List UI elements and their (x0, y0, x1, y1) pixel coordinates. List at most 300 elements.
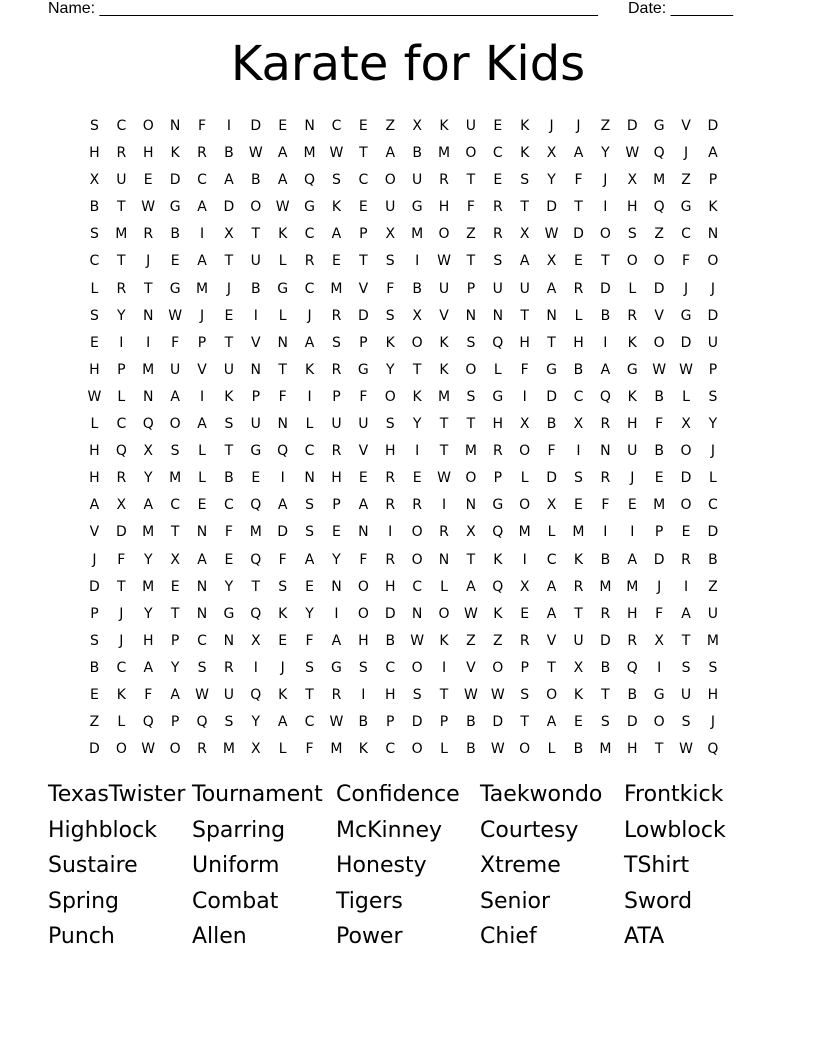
grid-letter: U (250, 416, 261, 433)
grid-letter: Q (250, 686, 262, 703)
grid-letter: V (546, 632, 557, 649)
grid-letter: O (465, 145, 477, 162)
grid-letter: L (574, 307, 583, 324)
grid-letter: Q (653, 199, 665, 216)
grid-letter: Q (599, 388, 611, 405)
grid-letter: A (143, 497, 154, 514)
grid-letter: K (331, 199, 342, 216)
word-bank-item: Honesty (336, 853, 427, 878)
grid-letter: T (359, 253, 368, 270)
grid-letter: Y (385, 361, 395, 378)
grid-letter: U (627, 443, 638, 460)
grid-letter: U (385, 199, 396, 216)
grid-letter: F (197, 118, 207, 134)
grid-letter: K (627, 388, 637, 405)
grid-letter: W (87, 388, 102, 405)
grid-letter: F (520, 361, 529, 378)
grid-letter: Q (492, 524, 504, 541)
grid-letter: B (224, 470, 234, 487)
grid-letter: B (546, 416, 557, 433)
grid-letter: X (89, 172, 100, 189)
grid-letter: Q (250, 497, 262, 514)
word-search-grid (81, 113, 726, 763)
grid-letter: T (466, 253, 476, 270)
grid-letter: T (412, 361, 422, 378)
grid-letter: E (520, 605, 530, 622)
grid-letter: K (439, 334, 449, 351)
grid-letter: Y (547, 172, 556, 189)
grid-letter: J (710, 443, 715, 460)
grid-letter: R (385, 470, 396, 487)
grid-letter: R (439, 172, 449, 189)
grid-letter: J (307, 307, 312, 324)
grid-letter: P (332, 497, 341, 514)
grid-letter: E (574, 253, 583, 270)
grid-letter: F (278, 551, 287, 568)
grid-letter: V (439, 307, 449, 324)
grid-letter: A (681, 605, 691, 622)
grid-letter: L (628, 280, 637, 297)
grid-letter: N (331, 578, 342, 595)
grid-letter: M (653, 172, 666, 189)
grid-letter: V (197, 361, 207, 378)
grid-letter: T (251, 578, 261, 595)
grid-letter: B (385, 632, 396, 649)
grid-letter: A (89, 497, 100, 514)
grid-letter: N (358, 524, 369, 541)
grid-letter: V (251, 334, 261, 351)
grid-letter: C (492, 145, 503, 162)
grid-letter: D (115, 524, 127, 541)
grid-letter: D (89, 741, 100, 758)
grid-letter: M (115, 226, 128, 243)
grid-letter: B (224, 145, 234, 162)
grid-letter: Q (142, 416, 154, 433)
grid-letter: N (707, 226, 719, 243)
grid-letter: V (654, 307, 664, 324)
grid-letter: R (116, 280, 127, 297)
grid-letter: U (465, 118, 477, 134)
grid-letter: E (197, 497, 207, 514)
grid-letter: W (141, 741, 156, 758)
grid-letter: A (224, 172, 234, 189)
grid-letter: X (519, 226, 530, 243)
grid-letter: F (305, 741, 314, 758)
grid-letter: T (574, 605, 583, 622)
grid-letter: B (600, 659, 611, 676)
grid-letter: X (170, 551, 180, 568)
grid-letter: W (490, 741, 505, 758)
grid-letter: N (196, 578, 208, 595)
grid-letter: O (250, 199, 262, 216)
grid-letter: T (520, 307, 529, 324)
grid-letter: C (224, 497, 234, 514)
grid-letter: A (546, 280, 557, 297)
grid-letter: J (630, 470, 635, 487)
grid-letter: J (92, 551, 97, 568)
grid-letter: H (384, 578, 396, 595)
grid-letter: A (197, 416, 207, 433)
grid-letter: N (411, 605, 423, 622)
grid-letter: B (600, 307, 611, 324)
grid-letter: D (599, 632, 611, 649)
grid-letter: E (305, 578, 314, 595)
grid-letter: X (546, 497, 557, 514)
grid-letter: H (626, 416, 638, 433)
word-bank-item: Senior (480, 888, 551, 914)
grid-letter: Y (412, 416, 422, 433)
grid-letter: K (493, 605, 503, 622)
grid-letter: C (116, 416, 127, 433)
grid-letter: M (518, 524, 531, 541)
grid-letter: O (438, 605, 450, 622)
grid-letter: O (626, 253, 638, 270)
grid-letter: R (600, 605, 611, 622)
grid-letter: J (199, 307, 205, 324)
grid-letter: E (170, 253, 180, 270)
grid-letter: S (197, 659, 207, 676)
grid-letter: S (224, 714, 234, 731)
grid-letter: G (411, 199, 423, 216)
grid-letter: Z (89, 714, 100, 731)
grid-letter: E (358, 118, 368, 134)
grid-letter: S (493, 253, 503, 270)
grid-letter: O (492, 659, 504, 676)
grid-letter: K (224, 388, 234, 405)
grid-letter: Q (250, 551, 262, 568)
grid-letter: O (519, 741, 531, 758)
grid-letter: H (358, 632, 369, 649)
grid-letter: D (653, 280, 665, 297)
grid-letter: O (707, 253, 719, 270)
grid-letter: A (600, 361, 611, 378)
grid-letter: X (250, 741, 261, 758)
grid-letter: F (171, 334, 180, 351)
grid-letter: U (438, 280, 450, 297)
grid-letter: X (546, 145, 557, 162)
grid-letter: G (223, 605, 235, 622)
grid-letter: I (603, 524, 608, 541)
grid-letter: Q (707, 741, 719, 758)
grid-letter: I (226, 118, 231, 134)
grid-letter: C (197, 632, 207, 649)
grid-letter: R (304, 253, 315, 270)
grid-letter: M (464, 443, 477, 460)
grid-letter: S (358, 659, 368, 676)
grid-letter: I (441, 497, 447, 514)
grid-letter: E (332, 253, 341, 270)
grid-letter: Y (251, 714, 261, 731)
grid-letter: R (331, 686, 342, 703)
grid-letter: E (574, 497, 583, 514)
grid-letter: V (89, 524, 100, 541)
grid-letter: P (439, 714, 449, 731)
grid-letter: P (708, 172, 718, 189)
word-bank-item: Power (336, 924, 403, 949)
grid-letter: U (331, 416, 342, 433)
grid-letter: P (466, 280, 476, 297)
grid-letter: G (277, 280, 289, 297)
grid-letter: R (492, 443, 503, 460)
grid-letter: J (710, 280, 715, 297)
grid-letter: K (278, 605, 288, 622)
grid-letter: R (627, 632, 638, 649)
grid-letter: I (199, 388, 205, 405)
grid-letter: M (599, 741, 612, 758)
grid-letter: N (277, 416, 288, 433)
grid-letter: D (169, 172, 181, 189)
grid-letter: K (439, 118, 449, 134)
grid-letter: N (196, 605, 208, 622)
grid-letter: M (706, 632, 719, 649)
grid-letter: R (627, 307, 638, 324)
grid-letter: R (197, 741, 207, 758)
grid-letter: C (412, 578, 423, 595)
grid-letter: X (412, 118, 422, 134)
grid-letter: A (143, 659, 154, 676)
grid-letter: C (681, 226, 691, 243)
grid-letter: P (170, 714, 180, 731)
grid-letter: J (146, 253, 151, 270)
grid-letter: T (547, 334, 556, 351)
grid-letter: F (278, 388, 287, 405)
grid-letter: M (330, 741, 343, 758)
grid-letter: W (625, 145, 640, 162)
grid-letter: E (278, 632, 288, 649)
grid-letter: R (600, 416, 611, 433)
grid-letter: M (169, 470, 182, 487)
word-bank-item: Courtesy (480, 817, 579, 843)
grid-letter: U (169, 361, 181, 378)
grid-letter: V (358, 280, 369, 297)
word-bank-item: Frontkick (624, 782, 724, 807)
grid-letter: Q (196, 714, 208, 731)
grid-letter: Q (304, 172, 316, 189)
grid-letter: S (574, 470, 583, 487)
grid-letter: Y (305, 605, 314, 622)
grid-letter: I (280, 470, 285, 487)
word-bank (48, 779, 768, 957)
grid-letter: S (466, 334, 476, 351)
grid-letter: J (226, 280, 231, 297)
grid-letter: W (195, 686, 209, 703)
grid-letter: W (490, 686, 505, 703)
grid-letter: B (89, 659, 100, 676)
grid-letter: E (251, 470, 261, 487)
word-bank-item: Xtreme (480, 853, 561, 878)
grid-letter: S (305, 659, 315, 676)
grid-letter: G (653, 118, 665, 134)
grid-letter: Q (492, 578, 504, 595)
grid-letter: U (116, 172, 127, 189)
word-bank-item: Chief (480, 924, 537, 949)
grid-letter: L (278, 741, 287, 758)
grid-letter: C (304, 280, 315, 297)
grid-letter: L (547, 524, 556, 541)
grid-letter: O (653, 714, 665, 731)
grid-letter: T (547, 659, 556, 676)
grid-letter: D (546, 470, 557, 487)
grid-letter: C (116, 659, 127, 676)
grid-letter: I (253, 307, 258, 324)
grid-letter: I (683, 578, 689, 595)
grid-letter: D (626, 118, 638, 134)
grid-letter: T (278, 361, 287, 378)
grid-letter: A (546, 714, 557, 731)
grid-letter: U (358, 416, 369, 433)
grid-letter: H (492, 416, 504, 433)
grid-letter: S (332, 172, 341, 189)
grid-letter: M (142, 361, 155, 378)
word-bank-item: Sparring (192, 817, 286, 843)
grid-letter: Z (681, 172, 691, 189)
grid-letter: D (707, 307, 719, 324)
grid-letter: T (439, 686, 449, 703)
grid-letter: O (653, 334, 665, 351)
grid-letter: A (573, 145, 584, 162)
grid-letter: I (361, 686, 366, 703)
grid-letter: E (681, 524, 691, 541)
grid-letter: U (680, 686, 692, 703)
grid-letter: W (437, 470, 451, 487)
grid-letter: H (89, 470, 100, 487)
grid-letter: L (682, 388, 690, 405)
grid-letter: M (195, 280, 209, 297)
grid-letter: D (546, 388, 557, 405)
grid-letter: T (601, 253, 610, 270)
grid-letter: W (275, 199, 290, 216)
grid-letter: B (412, 145, 422, 162)
grid-letter: X (466, 524, 476, 541)
grid-letter: B (627, 686, 638, 703)
word-bank-item: Sustaire (48, 853, 138, 878)
grid-letter: A (546, 605, 557, 622)
grid-letter: A (277, 172, 288, 189)
word-bank-item: TShirt (624, 853, 690, 878)
grid-letter: K (278, 686, 288, 703)
grid-letter: K (412, 388, 422, 405)
grid-letter: G (250, 443, 262, 460)
grid-letter: P (90, 605, 99, 622)
grid-letter: H (384, 686, 396, 703)
grid-letter: S (170, 443, 180, 460)
grid-letter: R (439, 524, 449, 541)
grid-letter: O (115, 741, 127, 758)
grid-letter: W (463, 605, 478, 622)
grid-letter: E (412, 470, 422, 487)
grid-letter: W (463, 686, 478, 703)
grid-letter: G (169, 280, 181, 297)
word-bank-item: Combat (192, 888, 279, 914)
grid-letter: Y (143, 470, 153, 487)
grid-letter: Y (170, 659, 180, 676)
grid-letter: Y (143, 551, 153, 568)
grid-letter: P (117, 361, 126, 378)
grid-letter: U (519, 280, 530, 297)
grid-letter: G (546, 361, 558, 378)
grid-letter: W (437, 253, 451, 270)
grid-letter: B (573, 361, 584, 378)
grid-letter: C (304, 714, 315, 731)
grid-letter: N (142, 388, 154, 405)
grid-letter: E (574, 714, 583, 731)
grid-letter: O (357, 605, 369, 622)
grid-letter: D (384, 605, 396, 622)
word-bank-item: Highblock (48, 817, 157, 843)
grid-letter: C (116, 118, 127, 134)
grid-letter: Z (600, 118, 611, 134)
word-bank-item: Sword (624, 888, 693, 914)
grid-letter: T (117, 578, 126, 595)
grid-letter: D (89, 578, 100, 595)
grid-letter: O (438, 226, 450, 243)
grid-letter: T (170, 605, 180, 622)
grid-letter: J (657, 578, 662, 595)
word-bank-item: Allen (192, 924, 247, 949)
grid-letter: S (90, 118, 99, 134)
grid-letter: F (574, 172, 583, 189)
grid-letter: K (439, 632, 449, 649)
grid-letter: X (250, 632, 261, 649)
grid-letter: R (224, 659, 234, 676)
grid-letter: D (653, 551, 665, 568)
grid-letter: P (359, 334, 368, 351)
grid-letter: J (549, 118, 554, 134)
grid-letter: K (573, 551, 584, 568)
grid-letter: K (520, 118, 530, 134)
grid-letter: N (196, 524, 208, 541)
grid-letter: I (146, 334, 151, 351)
grid-letter: A (519, 253, 530, 270)
grid-letter: O (680, 443, 692, 460)
grid-letter: U (573, 632, 584, 649)
grid-letter: R (331, 361, 342, 378)
word-bank-item: Tigers (336, 888, 403, 914)
grid-letter: A (546, 578, 557, 595)
grid-letter: F (224, 524, 233, 541)
grid-letter: N (223, 632, 235, 649)
grid-letter: P (251, 388, 261, 405)
grid-letter: A (197, 253, 207, 270)
grid-letter: G (304, 199, 315, 216)
grid-letter: I (307, 388, 312, 405)
grid-letter: D (707, 118, 719, 134)
grid-letter: G (680, 199, 692, 216)
grid-letter: I (415, 443, 420, 460)
grid-letter: D (357, 307, 369, 324)
grid-letter: Y (332, 551, 341, 568)
grid-letter: Y (601, 145, 610, 162)
grid-letter: Q (492, 334, 504, 351)
grid-letter: K (358, 741, 368, 758)
grid-letter: M (437, 388, 451, 405)
grid-letter: T (466, 416, 476, 433)
grid-letter: H (573, 334, 584, 351)
grid-letter: F (117, 551, 126, 568)
grid-letter: N (465, 497, 477, 514)
grid-letter: S (708, 388, 718, 405)
grid-letter: P (170, 632, 180, 649)
grid-letter: E (627, 497, 637, 514)
grid-letter: K (439, 361, 449, 378)
grid-letter: I (657, 659, 662, 676)
grid-letter: C (385, 741, 396, 758)
word-bank-item: McKinney (336, 817, 443, 843)
grid-letter: O (384, 172, 396, 189)
grid-letter: B (358, 714, 369, 731)
word-bank-item: Uniform (192, 853, 280, 878)
grid-letter: F (386, 280, 395, 297)
